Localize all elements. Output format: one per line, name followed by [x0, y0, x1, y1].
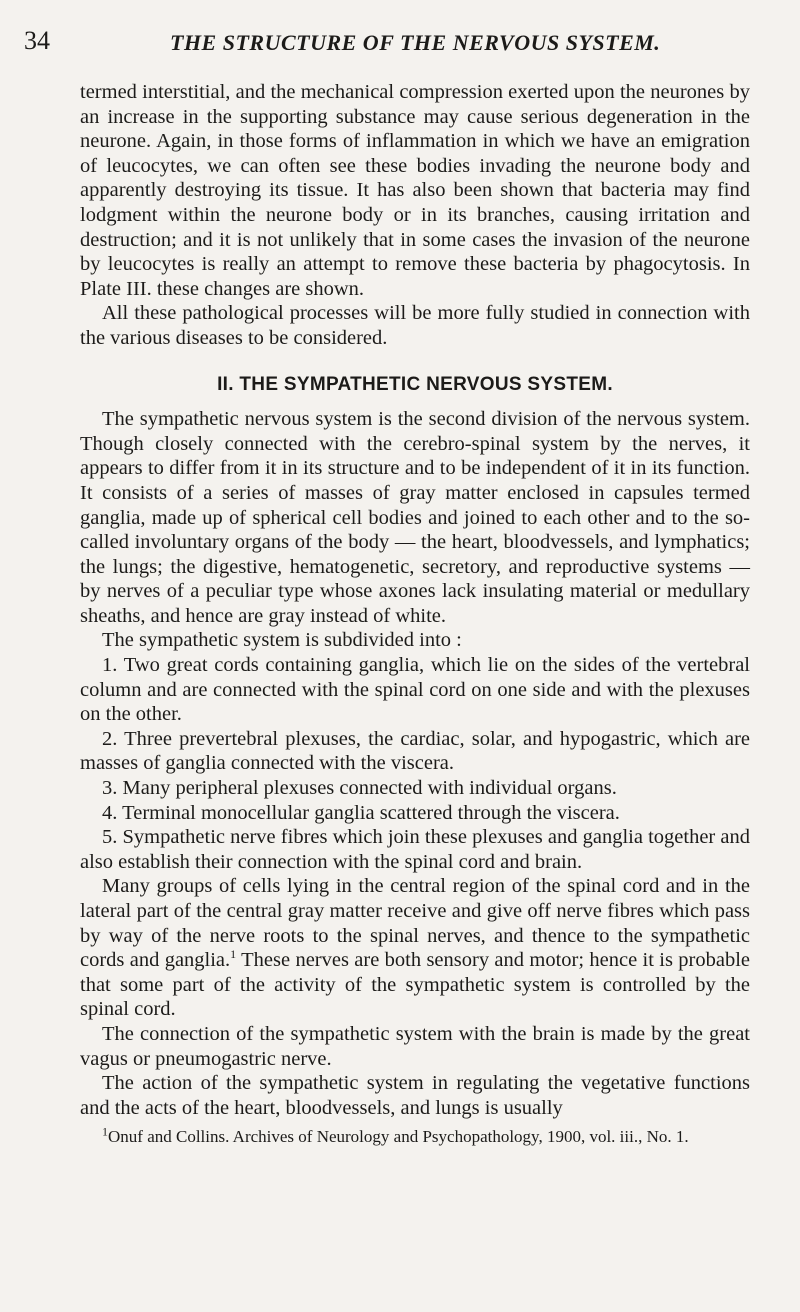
- list-item: 1. Two great cords containing ganglia, which lie on the sides of the vertebral column and are connected with the spinal cord on one side and with the plexuses on the other.: [80, 654, 750, 726]
- page-header: [24, 18, 760, 58]
- paragraph: The sympathetic nervous system is the second division of the nervous system. Though closely connected with the cerebro-spinal system by the nerves, it appears to differ from it in its structure and to be independent of it in its function. It consists of a series of masses of gray matter enclosed in capsules termed ganglia, made up of spherical cell bodies and joined to each other and to the so-called involuntary organs of the body — the heart, bloodvessels, and lymphatics; the lungs; the digestive, hematogenetic, secretory, and reproductive systems — by nerves of a peculiar type whose axones lack insulating material or medullary sheaths, and hence are gray instead of white.: [80, 408, 750, 627]
- paragraph: The action of the sympathetic system in regulating the vegetative functions and the acts of the heart, bloodvessels, and lungs is usually: [80, 1072, 750, 1119]
- list-item: 5. Sympathetic nerve fibres which join these plexuses and ganglia together and also establish their connection with the spinal cord and brain.: [80, 826, 750, 873]
- paragraph: termed interstitial, and the mechanical compression exerted upon the neurones by an increase in the supporting substance may cause serious degeneration in the neurone. Again, in those forms of inflammation in which we have an emigration of leucocytes, we can often see these bodies invading the neurone body and apparently destroying its tissue. It has also been shown that bacteria may find lodgment within the neurone body or in its branches, causing irritation and destruction; and it is not unlikely that in some cases the invasion of the neurone by leucocytes is really an attempt to remove these bacteria by phagocytosis. In Plate III. these changes are shown.: [80, 81, 750, 300]
- paragraph: The connection of the sympathetic system with the brain is made by the great vagus or pneumogastric nerve.: [80, 1022, 750, 1070]
- list-item: 3. Many peripheral plexuses connected with individual organs.: [102, 777, 617, 800]
- paragraph-with-footnote: [80, 874, 750, 1022]
- footnote-text: Onuf and Collins. Archives of Neurology and Psychopathology, 1900, vol. iii., No. 1.: [108, 1127, 689, 1147]
- footnote-marker: 1: [102, 1124, 108, 1139]
- list-item: 2. Three prevertebral plexuses, the cardiac, solar, and hypogastric, which are masses of ganglia connected with the viscera.: [80, 727, 750, 775]
- page-number: 34: [24, 26, 50, 55]
- paragraph-text: Many groups of cells lying in the central region of the spinal cord and in the lateral part of the central gray matter receive and give off nerve fibres which pass by way of the nerve roots to the spinal nerves, and thence to the sympathetic cords and ganglia.: [80, 875, 750, 972]
- list-item: 4. Terminal monocellular ganglia scattered through the viscera.: [102, 801, 620, 824]
- footnote-reference: 1: [230, 947, 237, 962]
- paragraph: The sympathetic system is subdivided into :: [102, 629, 462, 652]
- paragraph: All these pathological processes will be more fully studied in connection with the various diseases to be considered.: [80, 302, 750, 349]
- body-text: [80, 80, 750, 1147]
- section-heading: II. THE SYMPATHETIC NERVOUS SYSTEM.: [217, 373, 613, 395]
- paragraph-text: These nerves are both sensory and motor; hence it is probable that some part of the activity of the sympathetic system is controlled by the spinal cord.: [80, 949, 751, 1021]
- running-head: THE STRUCTURE OF THE NERVOUS SYSTEM.: [170, 30, 661, 55]
- footnote: [80, 1126, 750, 1147]
